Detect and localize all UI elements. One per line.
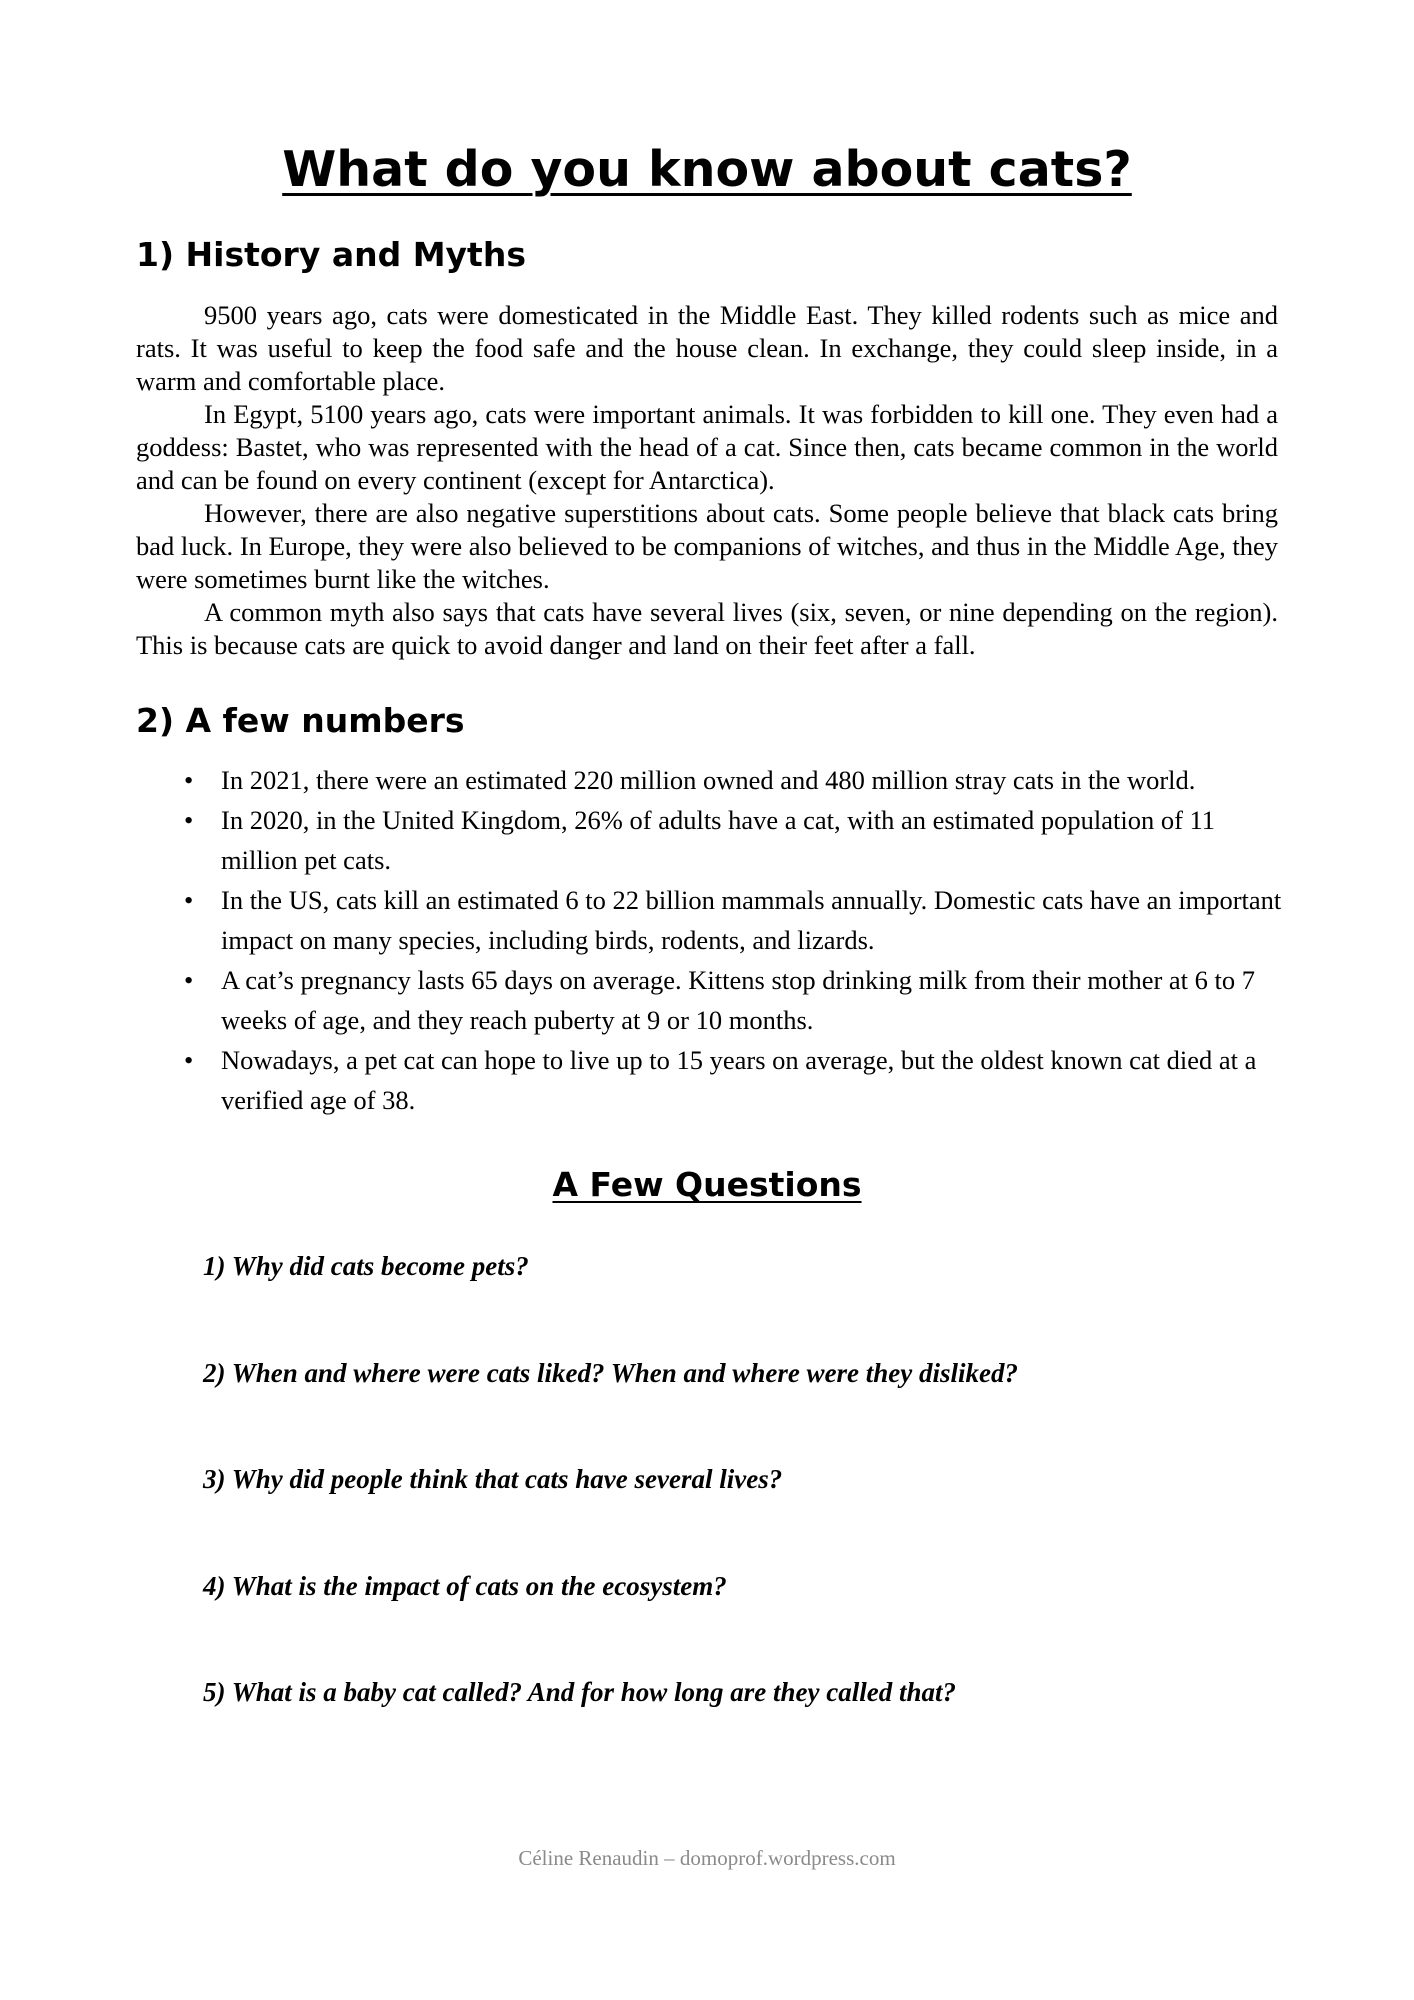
list-item-text: In the US, cats kill an estimated 6 to 22 billion mammals annually. Domestic cats have an important impact on many species, including birds, rodents, and lizards. — [221, 885, 1282, 955]
list-item — [136, 880, 1286, 960]
question-4: 4) What is the impact of cats on the ecosystem? — [203, 1571, 727, 1601]
bullet-icon: • — [184, 765, 194, 795]
history-paragraph: In Egypt, 5100 years ago, cats were important animals. It was forbidden to kill one. They even had a goddess: Bastet, who was represented with the head of a cat. Since then, cats became common in the world and can be found on every continent (except for Antarctica). — [136, 399, 1278, 495]
question-5: 5) What is a baby cat called? And for how long are they called that? — [203, 1677, 957, 1707]
list-item — [136, 960, 1286, 1040]
bullet-icon: • — [184, 1045, 194, 1075]
document-title: What do you know about cats? — [282, 141, 1132, 198]
footer-credit: Céline Renaudin – domoprof.wordpress.com — [518, 1846, 896, 1870]
section-heading-history: 1) History and Myths — [136, 235, 526, 274]
history-body — [136, 299, 1278, 662]
history-paragraph: A common myth also says that cats have several lives (six, seven, or nine depending on the region). This is because cats are quick to avoid danger and land on their feet after a fall. — [136, 597, 1278, 660]
question-3: 3) Why did people think that cats have several lives? — [203, 1464, 783, 1494]
list-item — [136, 1040, 1286, 1120]
bullet-icon: • — [184, 885, 194, 915]
list-item-text: A cat’s pregnancy lasts 65 days on average. Kittens stop drinking milk from their mother at 6 to 7 weeks of age, and they reach puberty at 9 or 10 months. — [221, 965, 1256, 1035]
questions-heading: A Few Questions — [552, 1165, 862, 1204]
numbers-list — [136, 760, 1286, 1120]
list-item-text: In 2021, there were an estimated 220 million owned and 480 million stray cats in the world. — [221, 765, 1196, 795]
question-1: 1) Why did cats become pets? — [203, 1251, 529, 1281]
list-item — [136, 760, 1286, 800]
list-item — [136, 800, 1286, 880]
question-2: 2) When and where were cats liked? When and where were they disliked? — [203, 1358, 1019, 1388]
list-item-text: Nowadays, a pet cat can hope to live up to 15 years on average, but the oldest known cat died at a verified age of 38. — [221, 1045, 1257, 1115]
list-item-text: In 2020, in the United Kingdom, 26% of adults have a cat, with an estimated population of 11 million pet cats. — [221, 805, 1216, 875]
bullet-icon: • — [184, 805, 194, 835]
bullet-icon: • — [184, 965, 194, 995]
section-heading-numbers: 2) A few numbers — [136, 701, 465, 740]
history-paragraph: However, there are also negative superstitions about cats. Some people believe that black cats bring bad luck. In Europe, they were also believed to be companions of witches, and thus in the Middle Age, they were sometimes burnt like the witches. — [136, 498, 1278, 594]
history-paragraph: 9500 years ago, cats were domesticated in the Middle East. They killed rodents such as mice and rats. It was useful to keep the food safe and the house clean. In exchange, they could sleep inside, in a warm and comfortable place. — [136, 300, 1278, 396]
